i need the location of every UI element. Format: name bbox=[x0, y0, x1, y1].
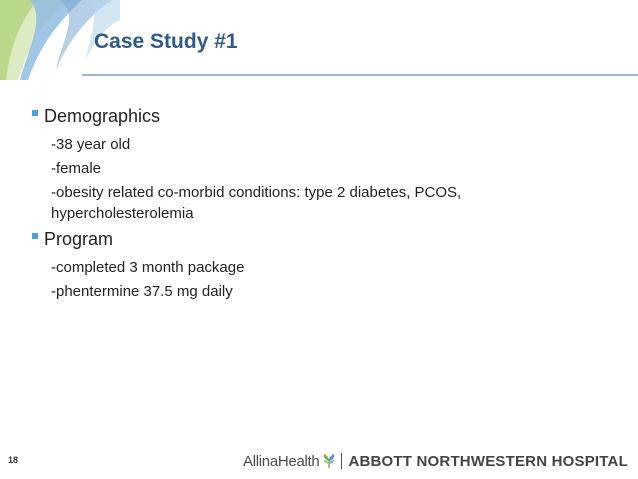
footer-logo bbox=[243, 450, 628, 472]
page-number: 18 bbox=[8, 455, 19, 465]
program-line: -completed 3 month package bbox=[51, 259, 245, 276]
brand-name: AllinaHealth bbox=[243, 452, 320, 470]
hospital-name: ABBOTT NORTHWESTERN HOSPITAL bbox=[348, 452, 628, 470]
square-bullet-icon bbox=[32, 233, 38, 239]
program-line: -phentermine 37.5 mg daily bbox=[51, 283, 233, 300]
demographics-line: -obesity related co-morbid conditions: type 2 diabetes, PCOS, hypercholesterolemia bbox=[51, 184, 462, 222]
square-bullet-icon bbox=[32, 110, 38, 116]
slide-content bbox=[32, 104, 592, 305]
demographics-line: -female bbox=[51, 160, 102, 177]
brand-separator bbox=[341, 453, 342, 469]
section-heading-demographics: Demographics bbox=[32, 104, 592, 128]
demographics-line: -38 year old bbox=[51, 136, 131, 153]
leaf-icon bbox=[322, 453, 336, 469]
section-heading-program: Program bbox=[32, 227, 592, 251]
title-divider bbox=[82, 74, 638, 76]
slide-title: Case Study #1 bbox=[94, 30, 238, 53]
